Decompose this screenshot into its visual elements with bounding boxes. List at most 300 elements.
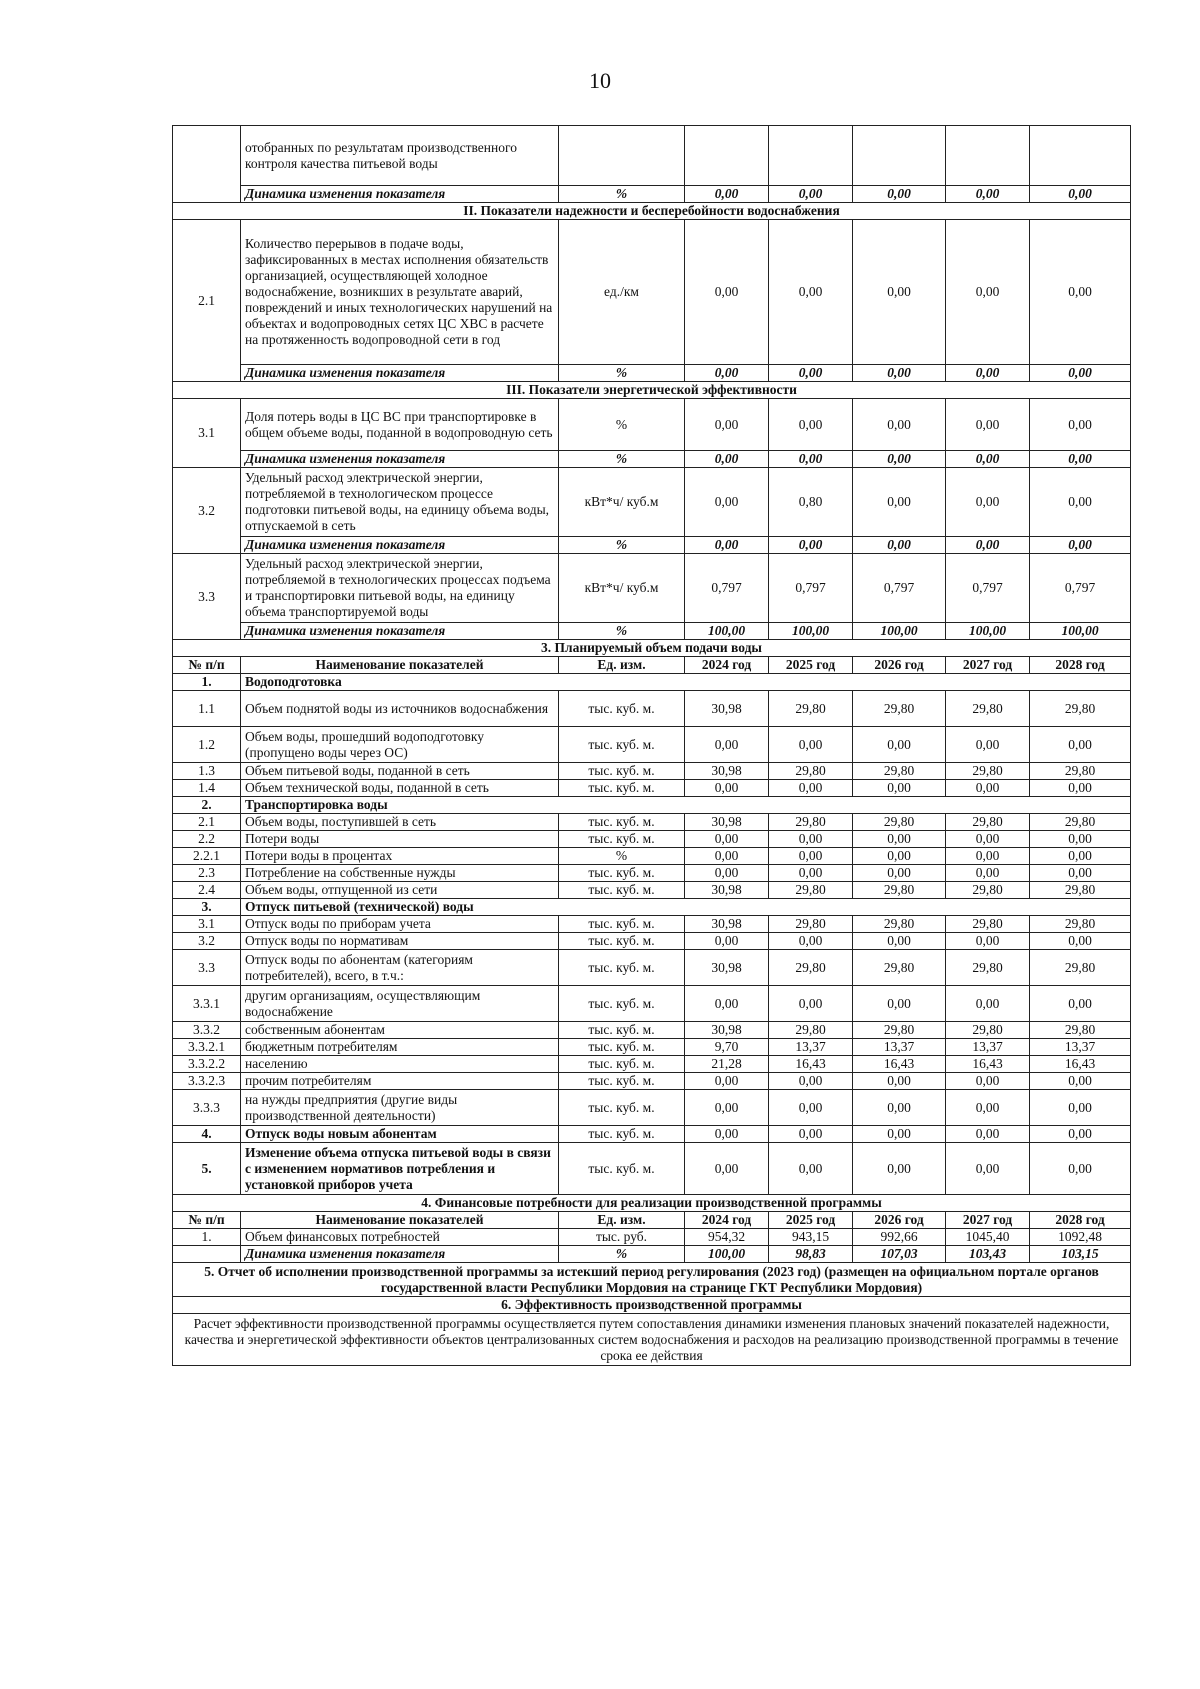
value-cell: 13,37 [853, 1039, 946, 1056]
value-cell: 98,83 [769, 1246, 853, 1263]
value-cell: 0,00 [853, 399, 946, 451]
row-unit: ед./км [559, 220, 685, 365]
value-cell: 29,80 [1030, 691, 1131, 727]
row-number: 3.1 [173, 916, 241, 933]
paragraph-row [173, 1314, 1131, 1366]
value-cell: 0,00 [769, 365, 853, 382]
value-cell: 29,80 [1030, 1022, 1131, 1039]
value-cell: 0,00 [1030, 1126, 1131, 1143]
row-number: 3.3.2.1 [173, 1039, 241, 1056]
section-title-row [173, 1195, 1131, 1212]
value-cell: 0,00 [946, 933, 1030, 950]
value-cell: 30,98 [685, 691, 769, 727]
value-cell: 0,797 [946, 554, 1030, 623]
value-cell: 0,797 [769, 554, 853, 623]
group-row [173, 899, 1131, 916]
column-header-name: Наименование показателей [241, 657, 559, 674]
section-title: 6. Эффективность производственной программы [173, 1297, 1131, 1314]
value-cell: 29,80 [853, 916, 946, 933]
value-cell: 0,00 [685, 1126, 769, 1143]
row-number: 2.2 [173, 831, 241, 848]
value-cell: 0,00 [685, 451, 769, 468]
value-cell: 0,00 [1030, 1073, 1131, 1090]
value-cell: 0,00 [853, 865, 946, 882]
value-cell: 0,00 [1030, 186, 1131, 203]
row-name: Объем воды, прошедший водоподготовку (пропущено воды через ОС) [241, 727, 559, 763]
row-name: Удельный расход электрической энергии, потребляемой в технологических процессах подъема и транспортировки питьевой воды, на единицу объема транспортируемой воды [241, 554, 559, 623]
row-name: Динамика изменения показателя [241, 623, 559, 640]
row-name: Потребление на собственные нужды [241, 865, 559, 882]
value-cell: 0,00 [946, 186, 1030, 203]
value-cell [769, 126, 853, 186]
value-cell: 16,43 [853, 1056, 946, 1073]
value-cell: 0,00 [853, 780, 946, 797]
row-name: Динамика изменения показателя [241, 1246, 559, 1263]
row-unit: тыс. куб. м. [559, 1073, 685, 1090]
value-cell: 0,00 [685, 780, 769, 797]
table-row [173, 865, 1131, 882]
table-row [173, 727, 1131, 763]
value-cell: 13,37 [769, 1039, 853, 1056]
row-unit: тыс. куб. м. [559, 691, 685, 727]
value-cell: 29,80 [946, 882, 1030, 899]
value-cell: 0,00 [853, 831, 946, 848]
column-header-year: 2027 год [946, 1212, 1030, 1229]
row-name: Объем поднятой воды из источников водоснабжения [241, 691, 559, 727]
row-unit: тыс. куб. м. [559, 1039, 685, 1056]
row-number: 3.3.2.3 [173, 1073, 241, 1090]
column-header-year: 2026 год [853, 657, 946, 674]
value-cell: 29,80 [1030, 950, 1131, 986]
value-cell: 30,98 [685, 1022, 769, 1039]
row-name: Изменение объема отпуска питьевой воды в связи с изменением нормативов потребления и установкой приборов учета [241, 1143, 559, 1195]
value-cell: 0,00 [685, 831, 769, 848]
column-header-year: 2028 год [1030, 1212, 1131, 1229]
row-name: Отпуск воды новым абонентам [241, 1126, 559, 1143]
value-cell: 0,00 [1030, 986, 1131, 1022]
column-header-row [173, 1212, 1131, 1229]
value-cell: 30,98 [685, 882, 769, 899]
row-number: 3. [173, 899, 241, 916]
row-number: 3.3 [173, 950, 241, 986]
section-title: 4. Финансовые потребности для реализации производственной программы [173, 1195, 1131, 1212]
row-unit: тыс. куб. м. [559, 950, 685, 986]
row-name: Динамика изменения показателя [241, 365, 559, 382]
value-cell: 0,00 [946, 220, 1030, 365]
value-cell: 29,80 [946, 763, 1030, 780]
row-name: прочим потребителям [241, 1073, 559, 1090]
table-row [173, 220, 1131, 365]
value-cell: 29,80 [853, 691, 946, 727]
row-unit: кВт*ч/ куб.м [559, 554, 685, 623]
value-cell: 0,00 [946, 399, 1030, 451]
value-cell: 0,00 [853, 727, 946, 763]
value-cell: 0,00 [769, 727, 853, 763]
table-row [173, 780, 1131, 797]
row-name: другим организациям, осуществляющим водоснабжение [241, 986, 559, 1022]
value-cell: 29,80 [769, 691, 853, 727]
value-cell: 29,80 [853, 763, 946, 780]
value-cell: 0,00 [853, 186, 946, 203]
value-cell: 0,00 [685, 933, 769, 950]
value-cell: 992,66 [853, 1229, 946, 1246]
value-cell: 29,80 [1030, 916, 1131, 933]
value-cell: 1092,48 [1030, 1229, 1131, 1246]
value-cell: 0,00 [1030, 831, 1131, 848]
value-cell: 0,00 [685, 399, 769, 451]
value-cell: 30,98 [685, 916, 769, 933]
row-unit: тыс. куб. м. [559, 1090, 685, 1126]
table-row [173, 950, 1131, 986]
column-header-year: 2028 год [1030, 657, 1131, 674]
value-cell: 29,80 [946, 814, 1030, 831]
value-cell: 0,00 [769, 1143, 853, 1195]
table-row [173, 763, 1131, 780]
row-unit: тыс. руб. [559, 1229, 685, 1246]
row-unit: кВт*ч/ куб.м [559, 468, 685, 537]
section-title: 3. Планируемый объем подачи воды [173, 640, 1131, 657]
value-cell: 29,80 [769, 882, 853, 899]
value-cell: 29,80 [946, 691, 1030, 727]
value-cell: 29,80 [946, 916, 1030, 933]
value-cell: 13,37 [1030, 1039, 1131, 1056]
column-header-unit: Ед. изм. [559, 657, 685, 674]
value-cell: 100,00 [685, 623, 769, 640]
value-cell: 0,00 [685, 986, 769, 1022]
table-row [173, 399, 1131, 451]
value-cell: 0,00 [853, 537, 946, 554]
row-unit: тыс. куб. м. [559, 865, 685, 882]
row-name: Транспортировка воды [241, 797, 1131, 814]
row-number: 3.3.2.2 [173, 1056, 241, 1073]
value-cell: 0,00 [946, 468, 1030, 537]
table-row [173, 986, 1131, 1022]
value-cell: 0,00 [685, 727, 769, 763]
section-title-row [173, 640, 1131, 657]
table-row [173, 1022, 1131, 1039]
value-cell: 0,80 [769, 468, 853, 537]
row-name: Динамика изменения показателя [241, 537, 559, 554]
efficiency-text: Расчет эффективности производственной программы осуществляется путем сопоставления динамики изменения плановых значений показателей надежности, качества и энергетической эффективности объектов централизованных систем водоснабжения и расходов на реализацию производственной программы в течение срока ее действия [173, 1314, 1131, 1366]
column-header-number: № п/п [173, 1212, 241, 1229]
value-cell: 0,00 [769, 1073, 853, 1090]
row-name: Объем воды, отпущенной из сети [241, 882, 559, 899]
row-number: 3.1 [173, 399, 241, 468]
value-cell: 0,797 [685, 554, 769, 623]
row-number: 2.4 [173, 882, 241, 899]
row-unit: % [559, 848, 685, 865]
value-cell: 0,00 [1030, 1143, 1131, 1195]
group-row [173, 797, 1131, 814]
value-cell: 0,00 [853, 220, 946, 365]
value-cell: 0,00 [853, 451, 946, 468]
value-cell: 0,00 [946, 848, 1030, 865]
value-cell: 0,00 [946, 1090, 1030, 1126]
value-cell: 0,00 [1030, 399, 1131, 451]
row-number: 2.1 [173, 220, 241, 382]
value-cell: 0,00 [1030, 365, 1131, 382]
row-unit: % [559, 623, 685, 640]
value-cell: 0,00 [685, 1090, 769, 1126]
value-cell: 30,98 [685, 814, 769, 831]
value-cell: 0,00 [853, 933, 946, 950]
row-unit [559, 126, 685, 186]
row-unit: тыс. куб. м. [559, 1126, 685, 1143]
row-unit: тыс. куб. м. [559, 727, 685, 763]
value-cell: 0,00 [1030, 1090, 1131, 1126]
value-cell: 0,00 [1030, 848, 1131, 865]
table-row [173, 814, 1131, 831]
row-name: Динамика изменения показателя [241, 186, 559, 203]
value-cell: 0,00 [685, 220, 769, 365]
row-unit: тыс. куб. м. [559, 986, 685, 1022]
value-cell [685, 126, 769, 186]
value-cell: 0,00 [946, 831, 1030, 848]
value-cell: 0,00 [769, 1126, 853, 1143]
value-cell: 100,00 [769, 623, 853, 640]
column-header-year: 2024 год [685, 657, 769, 674]
row-name: Отпуск воды по абонентам (категориям потребителей), всего, в т.ч.: [241, 950, 559, 986]
row-name: собственным абонентам [241, 1022, 559, 1039]
value-cell: 29,80 [853, 814, 946, 831]
row-unit: тыс. куб. м. [559, 933, 685, 950]
value-cell [946, 126, 1030, 186]
value-cell: 0,00 [853, 1143, 946, 1195]
value-cell: 0,00 [685, 1143, 769, 1195]
value-cell: 0,00 [853, 986, 946, 1022]
group-row [173, 674, 1131, 691]
dynamics-row [173, 451, 1131, 468]
value-cell: 0,00 [946, 1143, 1030, 1195]
production-program-table [172, 125, 1131, 1366]
row-name: Потери воды в процентах [241, 848, 559, 865]
value-cell: 0,00 [769, 986, 853, 1022]
value-cell: 0,00 [946, 780, 1030, 797]
row-number: 3.3 [173, 554, 241, 640]
row-name: Количество перерывов в подаче воды, зафиксированных в местах исполнения обязательств организацией, осуществляющей холодное водоснабжение, возникших в результате аварий, повреждений и иных технологических нарушений на объектах и водопроводных сетях ЦС ХВС в расчете на протяженность водопроводной сети в год [241, 220, 559, 365]
value-cell: 0,00 [946, 365, 1030, 382]
row-unit: тыс. куб. м. [559, 780, 685, 797]
row-number: 1. [173, 1229, 241, 1246]
row-name: Водоподготовка [241, 674, 1131, 691]
value-cell: 29,80 [853, 950, 946, 986]
value-cell [1030, 126, 1131, 186]
row-number: 2. [173, 797, 241, 814]
value-cell: 0,00 [769, 220, 853, 365]
table-row [173, 1229, 1131, 1246]
table-row [173, 468, 1131, 537]
value-cell: 0,00 [946, 865, 1030, 882]
page-number: 10 [589, 68, 611, 93]
value-cell: 0,00 [1030, 537, 1131, 554]
value-cell: 0,00 [769, 848, 853, 865]
value-cell: 0,00 [853, 468, 946, 537]
value-cell: 0,00 [769, 780, 853, 797]
value-cell: 0,00 [685, 365, 769, 382]
column-header-year: 2026 год [853, 1212, 946, 1229]
row-unit: тыс. куб. м. [559, 831, 685, 848]
column-header-year: 2025 год [769, 657, 853, 674]
value-cell: 29,80 [769, 814, 853, 831]
value-cell: 29,80 [853, 882, 946, 899]
column-header-year: 2024 год [685, 1212, 769, 1229]
row-number: 1. [173, 674, 241, 691]
section-title: II. Показатели надежности и бесперебойности водоснабжения [173, 203, 1131, 220]
row-name: Удельный расход электрической энергии, потребляемой в технологическом процессе подготовки питьевой воды, на единицу объема воды, отпускаемой в сеть [241, 468, 559, 537]
value-cell: 0,00 [853, 365, 946, 382]
row-unit: тыс. куб. м. [559, 1056, 685, 1073]
value-cell: 29,80 [946, 1022, 1030, 1039]
section-title: III. Показатели энергетической эффективности [173, 382, 1131, 399]
row-number: 5. [173, 1143, 241, 1195]
value-cell: 29,80 [853, 1022, 946, 1039]
value-cell: 29,80 [1030, 882, 1131, 899]
value-cell: 21,28 [685, 1056, 769, 1073]
row-number [173, 126, 241, 203]
table-row [173, 1073, 1131, 1090]
value-cell: 0,00 [685, 468, 769, 537]
value-cell: 1045,40 [946, 1229, 1030, 1246]
value-cell: 29,80 [1030, 763, 1131, 780]
value-cell: 30,98 [685, 763, 769, 780]
table-row [173, 916, 1131, 933]
row-name: Потери воды [241, 831, 559, 848]
row-name: Объем воды, поступившей в сеть [241, 814, 559, 831]
row-number: 1.3 [173, 763, 241, 780]
row-number: 1.2 [173, 727, 241, 763]
value-cell: 0,797 [1030, 554, 1131, 623]
value-cell: 0,00 [769, 865, 853, 882]
value-cell: 29,80 [946, 950, 1030, 986]
row-number: 3.2 [173, 468, 241, 554]
row-name: Динамика изменения показателя [241, 451, 559, 468]
row-number: 3.3.3 [173, 1090, 241, 1126]
value-cell: 0,00 [946, 537, 1030, 554]
table-row [173, 1143, 1131, 1195]
section-title-row [173, 1263, 1131, 1297]
row-unit: % [559, 1246, 685, 1263]
value-cell: 0,00 [685, 537, 769, 554]
row-unit: тыс. куб. м. [559, 1143, 685, 1195]
value-cell: 0,00 [769, 537, 853, 554]
row-number: 1.4 [173, 780, 241, 797]
value-cell: 16,43 [946, 1056, 1030, 1073]
value-cell: 0,00 [1030, 451, 1131, 468]
row-name: бюджетным потребителям [241, 1039, 559, 1056]
row-name: Отпуск питьевой (технической) воды [241, 899, 1131, 916]
table-row [173, 126, 1131, 186]
value-cell: 0,00 [685, 1073, 769, 1090]
value-cell: 0,797 [853, 554, 946, 623]
row-unit: тыс. куб. м. [559, 882, 685, 899]
value-cell: 0,00 [1030, 468, 1131, 537]
value-cell: 103,15 [1030, 1246, 1131, 1263]
column-header-year: 2025 год [769, 1212, 853, 1229]
row-name: Отпуск воды по нормативам [241, 933, 559, 950]
row-unit: тыс. куб. м. [559, 763, 685, 780]
row-unit: % [559, 537, 685, 554]
column-header-year: 2027 год [946, 657, 1030, 674]
value-cell: 29,80 [769, 1022, 853, 1039]
row-number: 1.1 [173, 691, 241, 727]
row-unit: тыс. куб. м. [559, 1022, 685, 1039]
row-number: 2.3 [173, 865, 241, 882]
value-cell: 0,00 [685, 186, 769, 203]
row-number: 2.1 [173, 814, 241, 831]
value-cell: 0,00 [1030, 933, 1131, 950]
row-name: отобранных по результатам производственного контроля качества питьевой воды [241, 126, 559, 186]
value-cell: 0,00 [853, 1073, 946, 1090]
value-cell: 0,00 [853, 848, 946, 865]
dynamics-row [173, 186, 1131, 203]
value-cell: 100,00 [685, 1246, 769, 1263]
row-name: населению [241, 1056, 559, 1073]
row-name: Объем технической воды, поданной в сеть [241, 780, 559, 797]
table-row [173, 848, 1131, 865]
table-row [173, 1126, 1131, 1143]
column-header-unit: Ед. изм. [559, 1212, 685, 1229]
row-unit: тыс. куб. м. [559, 814, 685, 831]
report-section-title: 5. Отчет об исполнении производственной программы за истекший период регулирования (2023 год) (размещен на официальном портале органов государственной власти Республики Мордовия на странице ГКТ Республики Мордовия) [173, 1263, 1131, 1297]
dynamics-row [173, 365, 1131, 382]
value-cell: 0,00 [1030, 727, 1131, 763]
value-cell: 0,00 [946, 727, 1030, 763]
column-header-name: Наименование показателей [241, 1212, 559, 1229]
row-number: 3.3.1 [173, 986, 241, 1022]
table-row [173, 1056, 1131, 1073]
row-name: Объем питьевой воды, поданной в сеть [241, 763, 559, 780]
value-cell: 0,00 [769, 1090, 853, 1126]
value-cell: 29,80 [1030, 814, 1131, 831]
value-cell: 100,00 [1030, 623, 1131, 640]
value-cell: 29,80 [769, 916, 853, 933]
table-row [173, 882, 1131, 899]
row-unit: % [559, 451, 685, 468]
value-cell: 0,00 [1030, 220, 1131, 365]
table-row [173, 691, 1131, 727]
value-cell: 16,43 [1030, 1056, 1131, 1073]
table-row [173, 933, 1131, 950]
row-unit: % [559, 399, 685, 451]
row-unit: тыс. куб. м. [559, 916, 685, 933]
row-unit: % [559, 365, 685, 382]
value-cell: 29,80 [769, 950, 853, 986]
value-cell: 9,70 [685, 1039, 769, 1056]
value-cell: 100,00 [946, 623, 1030, 640]
table-row [173, 1039, 1131, 1056]
value-cell: 30,98 [685, 950, 769, 986]
row-number: 3.3.2 [173, 1022, 241, 1039]
value-cell: 0,00 [946, 1126, 1030, 1143]
row-unit: % [559, 186, 685, 203]
column-header-row [173, 657, 1131, 674]
value-cell: 0,00 [1030, 865, 1131, 882]
row-name: Доля потерь воды в ЦС ВС при транспортировке в общем объеме воды, поданной в водопроводную сеть [241, 399, 559, 451]
row-name: Отпуск воды по приборам учета [241, 916, 559, 933]
dynamics-row [173, 537, 1131, 554]
value-cell: 0,00 [769, 831, 853, 848]
value-cell: 16,43 [769, 1056, 853, 1073]
section-title-row [173, 382, 1131, 399]
value-cell: 29,80 [769, 763, 853, 780]
value-cell: 0,00 [946, 1073, 1030, 1090]
value-cell: 103,43 [946, 1246, 1030, 1263]
value-cell: 0,00 [853, 1090, 946, 1126]
table-row [173, 1090, 1131, 1126]
row-name: Объем финансовых потребностей [241, 1229, 559, 1246]
section-title-row [173, 203, 1131, 220]
value-cell: 0,00 [769, 186, 853, 203]
